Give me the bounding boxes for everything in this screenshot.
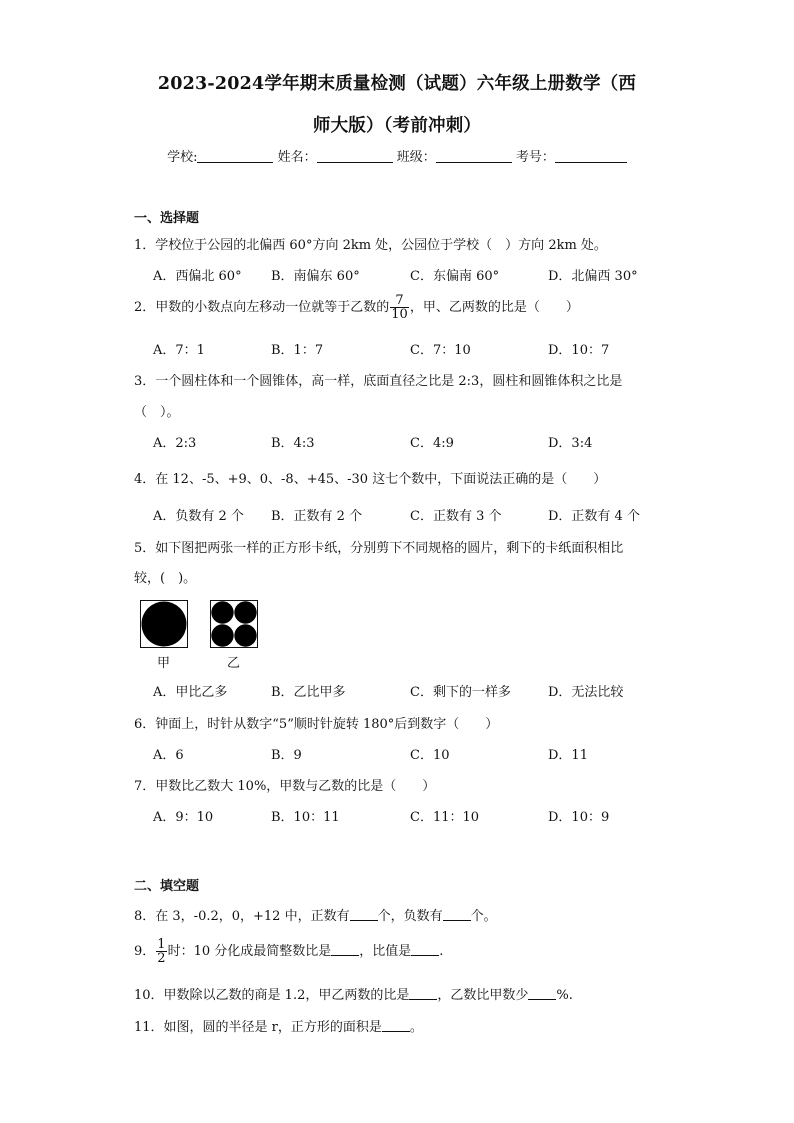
- q1-option-b[interactable]: B．南偏东 60°: [271, 269, 360, 284]
- q4-option-d[interactable]: D．正数有 4 个: [548, 509, 640, 524]
- q9-text-c: .: [439, 944, 444, 959]
- q5-option-b[interactable]: B．乙比甲多: [271, 685, 346, 700]
- q11-text-b: 。: [409, 1020, 423, 1035]
- large-circle-shape: [141, 601, 187, 647]
- question-1: 1．学校位于公园的北偏西 60°方向 2km 处，公园位于学校（ ）方向 2km 处。: [134, 238, 607, 253]
- question-6: 6．钟面上，时针从数字“5”顺时针旋转 180°后到数字（ ）: [134, 717, 499, 732]
- q2-option-c[interactable]: C．7：10: [410, 343, 471, 358]
- question-7: 7．甲数比乙数大 10%，甲数与乙数的比是（ ）: [134, 779, 436, 794]
- name-label: 姓名：: [277, 150, 317, 165]
- q2-fraction-numerator: 7: [390, 294, 409, 308]
- q2-option-d[interactable]: D．10：7: [548, 343, 610, 358]
- question-9: [134, 938, 443, 965]
- section-fill-heading: 二、填空题: [134, 879, 200, 894]
- q5-option-c[interactable]: C．剩下的一样多: [410, 685, 511, 700]
- figure-square-jia: [140, 600, 188, 648]
- q7-option-c[interactable]: C．11：10: [410, 810, 480, 825]
- q4-option-b[interactable]: B．正数有 2 个: [271, 509, 363, 524]
- q9-fraction-denominator: 2: [157, 951, 166, 966]
- q2-option-b[interactable]: B．1：7: [271, 343, 324, 358]
- q8-blank-1[interactable]: [350, 908, 378, 921]
- q10-text-a: 10．甲数除以乙数的商是 1.2，甲乙两数的比是: [134, 988, 410, 1003]
- class-blank[interactable]: [436, 148, 512, 163]
- q6-option-a[interactable]: A．6: [153, 748, 184, 763]
- q3-option-a[interactable]: A．2:3: [153, 436, 197, 451]
- q9-blank-2[interactable]: [411, 943, 439, 956]
- q1-option-c[interactable]: C．东偏南 60°: [410, 269, 500, 284]
- number-blank[interactable]: [555, 148, 627, 163]
- q8-text-c: 个。: [470, 909, 497, 924]
- section-choice-heading: 一、选择题: [134, 211, 200, 226]
- class-label: 班级：: [396, 150, 436, 165]
- q2-option-a[interactable]: A．7：1: [153, 343, 205, 358]
- q8-text-b: 个，负数有: [377, 909, 443, 924]
- q3-option-c[interactable]: C．4:9: [410, 436, 454, 451]
- page-title-line-1: 2023-2024学年期末质量检测（试题）六年级上册数学（西: [157, 74, 637, 94]
- q7-option-b[interactable]: B．10：11: [271, 810, 340, 825]
- question-3-line-2: （ ）。: [134, 405, 180, 420]
- q10-text-c: %.: [556, 988, 573, 1003]
- question-5-line-2: 较，( )。: [134, 571, 197, 586]
- student-info-row: [0, 146, 794, 165]
- q9-blank-1[interactable]: [331, 943, 359, 956]
- q10-text-b: ，乙数比甲数少: [437, 988, 529, 1003]
- q1-option-d[interactable]: D．北偏西 30°: [548, 269, 638, 284]
- school-blank[interactable]: [197, 148, 273, 163]
- q6-option-d[interactable]: D．11: [548, 748, 588, 763]
- q1-option-a[interactable]: A．西偏北 60°: [153, 269, 242, 284]
- q9-fraction: [156, 938, 166, 965]
- q8-blank-2[interactable]: [443, 908, 471, 921]
- q10-blank-1[interactable]: [409, 987, 437, 1000]
- q2-fraction: [390, 294, 409, 321]
- q6-option-c[interactable]: C．10: [410, 748, 450, 763]
- question-10: [134, 984, 573, 1003]
- q4-option-a[interactable]: A．负数有 2 个: [153, 509, 244, 524]
- q11-blank-1[interactable]: [382, 1019, 410, 1032]
- number-label: 考号：: [515, 150, 555, 165]
- question-4: 4．在 12、-5、+9、0、-8、+45、-30 这七个数中，下面说法正确的是（ ）: [134, 472, 607, 487]
- q5-option-d[interactable]: D．无法比较: [548, 685, 624, 700]
- figure-caption-yi: 乙: [227, 656, 241, 671]
- page-title-line-2: 师大版）（考前冲刺）: [312, 116, 482, 136]
- q4-option-c[interactable]: C．正数有 3 个: [410, 509, 502, 524]
- q9-text-pre: 9．: [134, 944, 156, 959]
- question-8: [134, 905, 497, 924]
- question-2: [134, 294, 579, 321]
- figure-square-yi: [210, 600, 258, 648]
- question-3-line-1: 3．一个圆柱体和一个圆锥体，高一样，底面直径之比是 2:3，圆柱和圆锥体积之比是: [134, 374, 623, 389]
- four-small-circles-shape: [211, 601, 257, 647]
- q9-text-b: ，比值是: [359, 944, 412, 959]
- question-11: [134, 1016, 423, 1035]
- q7-option-d[interactable]: D．10：9: [548, 810, 610, 825]
- name-blank[interactable]: [317, 148, 393, 163]
- q11-text-a: 11．如图，圆的半径是 r，正方形的面积是: [134, 1020, 382, 1035]
- q9-text-a: 时：10 分化成最简整数比是: [167, 944, 332, 959]
- q8-text-a: 8．在 3，-0.2，0，+12 中，正数有: [134, 909, 350, 924]
- q10-blank-2[interactable]: [528, 987, 556, 1000]
- question-5-line-1: 5．如下图把两张一样的正方形卡纸，分别剪下不同规格的圆片，剩下的卡纸面积相比: [134, 541, 624, 556]
- figure-caption-jia: 甲: [157, 656, 171, 671]
- q2-fraction-denominator: 10: [391, 307, 408, 322]
- q3-option-d[interactable]: D．3:4: [548, 436, 593, 451]
- q2-text-pre: 2．甲数的小数点向左移动一位就等于乙数的: [134, 300, 390, 315]
- q9-fraction-numerator: 1: [157, 937, 166, 952]
- school-label: 学校:: [167, 150, 198, 165]
- q5-option-a[interactable]: A．甲比乙多: [153, 685, 228, 700]
- q3-option-b[interactable]: B．4:3: [271, 436, 315, 451]
- q6-option-b[interactable]: B．9: [271, 748, 302, 763]
- q2-text-post: ，甲、乙两数的比是（ ）: [409, 300, 579, 315]
- q7-option-a[interactable]: A．9：10: [153, 810, 214, 825]
